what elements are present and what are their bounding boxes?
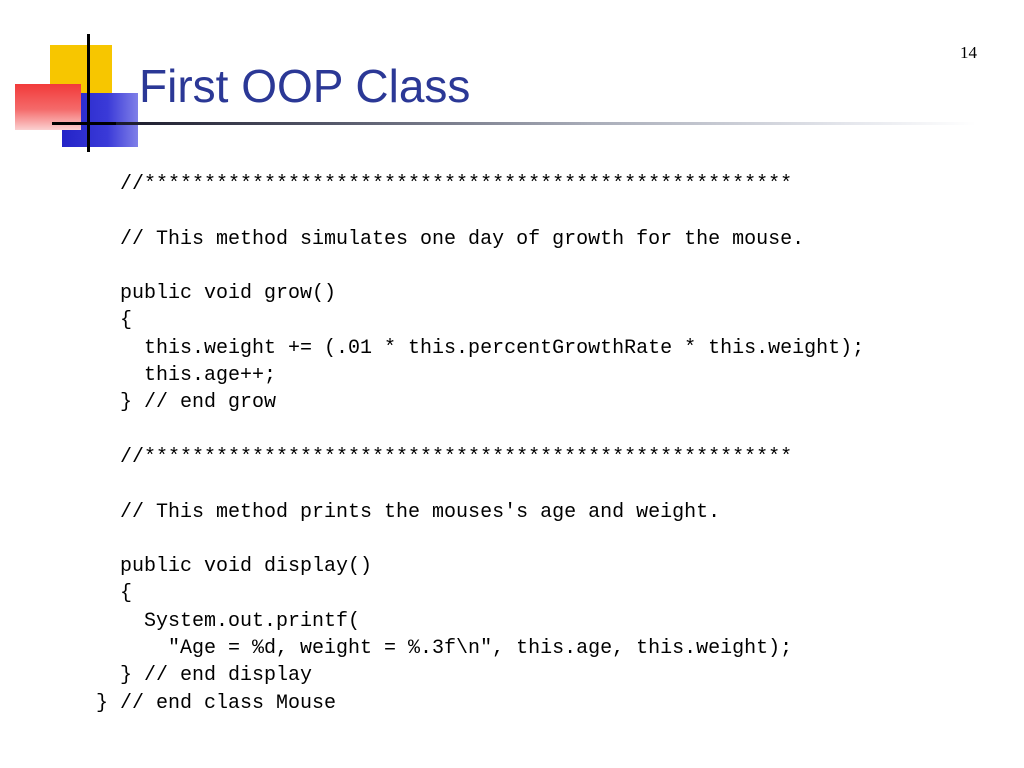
code-line: } // end display xyxy=(96,664,313,688)
code-line xyxy=(96,253,864,280)
slide-title: First OOP Class xyxy=(139,60,471,112)
code-line xyxy=(96,526,864,553)
code-line: } // end class Mouse xyxy=(96,691,337,715)
code-line: //****************************************************** xyxy=(96,173,793,196)
code-block xyxy=(96,171,864,717)
code-line: // This method simulates one day of growth for the mouse. xyxy=(96,227,805,251)
code-line xyxy=(96,198,864,225)
code-line: //****************************************************** xyxy=(96,445,793,469)
logo-vertical-line xyxy=(87,34,90,152)
code-line: "Age = %d, weight = %.3f\n", this.age, this.weight); xyxy=(96,637,793,661)
code-line xyxy=(96,471,864,498)
page-number: 14 xyxy=(960,43,977,62)
code-line xyxy=(96,417,864,444)
code-line: public void display() xyxy=(96,555,373,579)
code-line: { xyxy=(96,309,133,333)
code-line: public void grow() xyxy=(96,282,337,306)
code-line: { xyxy=(96,582,133,606)
code-line: } // end grow xyxy=(96,391,277,415)
code-line: this.weight += (.01 * this.percentGrowthRate * this.weight); xyxy=(96,336,865,360)
code-line: this.age++; xyxy=(96,364,277,388)
title-underline-rule xyxy=(116,122,976,125)
code-line: // This method prints the mouses's age and weight. xyxy=(96,500,721,524)
code-line: System.out.printf( xyxy=(96,609,361,633)
slide-logo-decoration xyxy=(0,0,160,160)
